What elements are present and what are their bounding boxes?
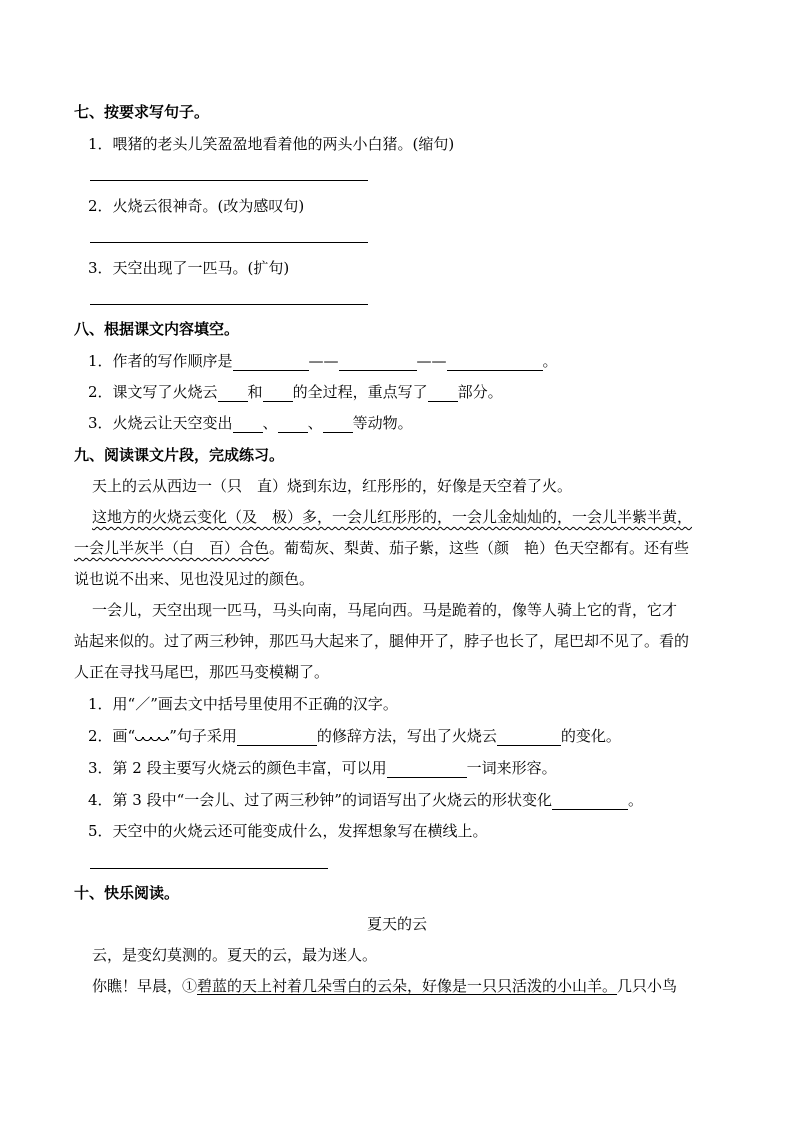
section-7-title: 七、按要求写句子。 [74,103,210,121]
s9-paragraph-2-line-2 [74,538,689,558]
s9-q2-text-a: 2．画“ [88,727,136,745]
s9-p2-wavy-sentence-b: 一会儿半灰半（白 百）合色 [74,539,270,557]
s8-q2-text-c: 的全过程，重点写了 [292,383,428,401]
s7-answer-line-2[interactable] [90,242,368,243]
s9-paragraph-2-line-3: 说也说不出来、见也没见过的颜色。 [74,570,315,588]
s9-q4-blank[interactable] [552,793,628,810]
s9-q4-text-b: 。 [627,791,643,809]
s8-q2-text-b: 和 [247,383,263,401]
s10-p2-text-a: 你瞧！早晨，① [92,977,198,995]
s8-q3-blank-3[interactable] [323,416,353,433]
s10-p2-text-b: 几只小鸟 [617,977,678,995]
s9-q3-blank[interactable] [387,761,467,778]
s9-question-3 [88,758,557,778]
s8-q3-text-d: 等动物。 [352,414,413,432]
s10-p2-underlined-sentence: 碧蓝的天上衬着几朵雪白的云朵，好像是一只只活泼的小山羊。 [197,977,618,995]
s8-q2-blank-2[interactable] [263,385,293,402]
s10-paragraph-1: 云，是变幻莫测的。夏天的云，最为迷人。 [92,946,378,964]
s8-q1-sep-2: —— [416,352,447,370]
s8-q2-blank-3[interactable] [428,385,458,402]
s9-q2-blank-2[interactable] [497,729,561,746]
s8-q3-sep-2: 、 [307,414,323,432]
s9-question-4 [88,790,643,810]
s9-q3-text-a: 3．第 2 段主要写火烧云的颜色丰富，可以用 [88,759,387,777]
s7-answer-line-3[interactable] [90,304,368,305]
s8-q1-blank-2[interactable] [339,354,417,371]
s8-question-1 [88,351,558,371]
s9-q2-text-c: 的修辞方法，写出了火烧云 [316,727,497,745]
s8-q1-end: 。 [542,352,558,370]
s10-paragraph-2 [92,976,677,996]
s8-q1-blank-1[interactable] [233,354,309,371]
s9-question-1: 1．用“／”画去文中括号里使用不正确的汉字。 [88,695,398,713]
section-10-title: 十、快乐阅读。 [74,884,180,902]
s7-question-3: 3．天空出现了一匹马。(扩句) [88,259,290,277]
s9-question-2 [88,726,621,746]
s9-question-5: 5．天空中的火烧云还可能变成什么，发挥想象写在横线上。 [88,822,488,840]
s9-q2-text-d: 的变化。 [560,727,621,745]
wavy-underline-icon [135,732,169,742]
s8-q3-blank-2[interactable] [278,416,308,433]
s9-p2-rest: 。葡萄灰、梨黄、茄子紫，这些（颜 艳）色天空都有。还有些 [269,539,690,557]
s9-paragraph-2-line-1 [92,507,692,527]
s9-q2-text-b: ”句子采用 [169,727,237,745]
story-title: 夏天的云 [366,915,427,933]
s7-question-2: 2．火烧云很神奇。(改为感叹句) [88,197,305,215]
s8-q3-blank-1[interactable] [233,416,263,433]
s8-q1-blank-3[interactable] [447,354,543,371]
s7-answer-line-1[interactable] [90,180,368,181]
s8-q1-text: 1．作者的写作顺序是 [88,352,233,370]
s9-p2-wavy-sentence-a: 这地方的火烧云变化（及 极）多，一会儿红彤彤的，一会儿金灿灿的，一会儿半紫半黄， [92,508,693,526]
s8-q2-text-a: 2．课文写了火烧云 [88,383,218,401]
s8-q1-sep-1: —— [308,352,339,370]
s9-paragraph-1: 天上的云从西边一（只 直）烧到东边，红彤彤的，好像是天空着了火。 [92,477,573,495]
s8-q2-text-d: 部分。 [457,383,503,401]
s8-q3-sep-1: 、 [262,414,278,432]
s8-q3-text-a: 3．火烧云让天空变出 [88,414,233,432]
s9-paragraph-3-line-1: 一会儿，天空出现一匹马，马头向南，马尾向西。马是跪着的，像等人骑上它的背，它才 [92,601,678,619]
s9-q3-text-b: 一词来形容。 [466,759,557,777]
s8-question-3 [88,413,413,433]
s9-paragraph-3-line-3: 人正在寻找马尾巴，那匹马变模糊了。 [74,663,330,681]
s9-q4-text-a: 4．第 3 段中“一会儿、过了两三秒钟”的词语写出了火烧云的形状变化 [88,791,552,809]
section-8-title: 八、根据课文内容填空。 [74,320,240,338]
section-9-title: 九、阅读课文片段，完成练习。 [74,446,285,464]
s7-question-1: 1．喂猪的老头儿笑盈盈地看着他的两头小白猪。(缩句) [88,135,455,153]
s8-q2-blank-1[interactable] [218,385,248,402]
s8-question-2 [88,382,503,402]
s9-answer-line-5[interactable] [90,868,328,869]
s9-paragraph-3-line-2: 站起来似的。过了两三秒钟，那匹马大起来了，腿伸开了，脖子也长了，尾巴却不见了。看的 [74,632,690,650]
s9-q2-blank-1[interactable] [237,729,317,746]
